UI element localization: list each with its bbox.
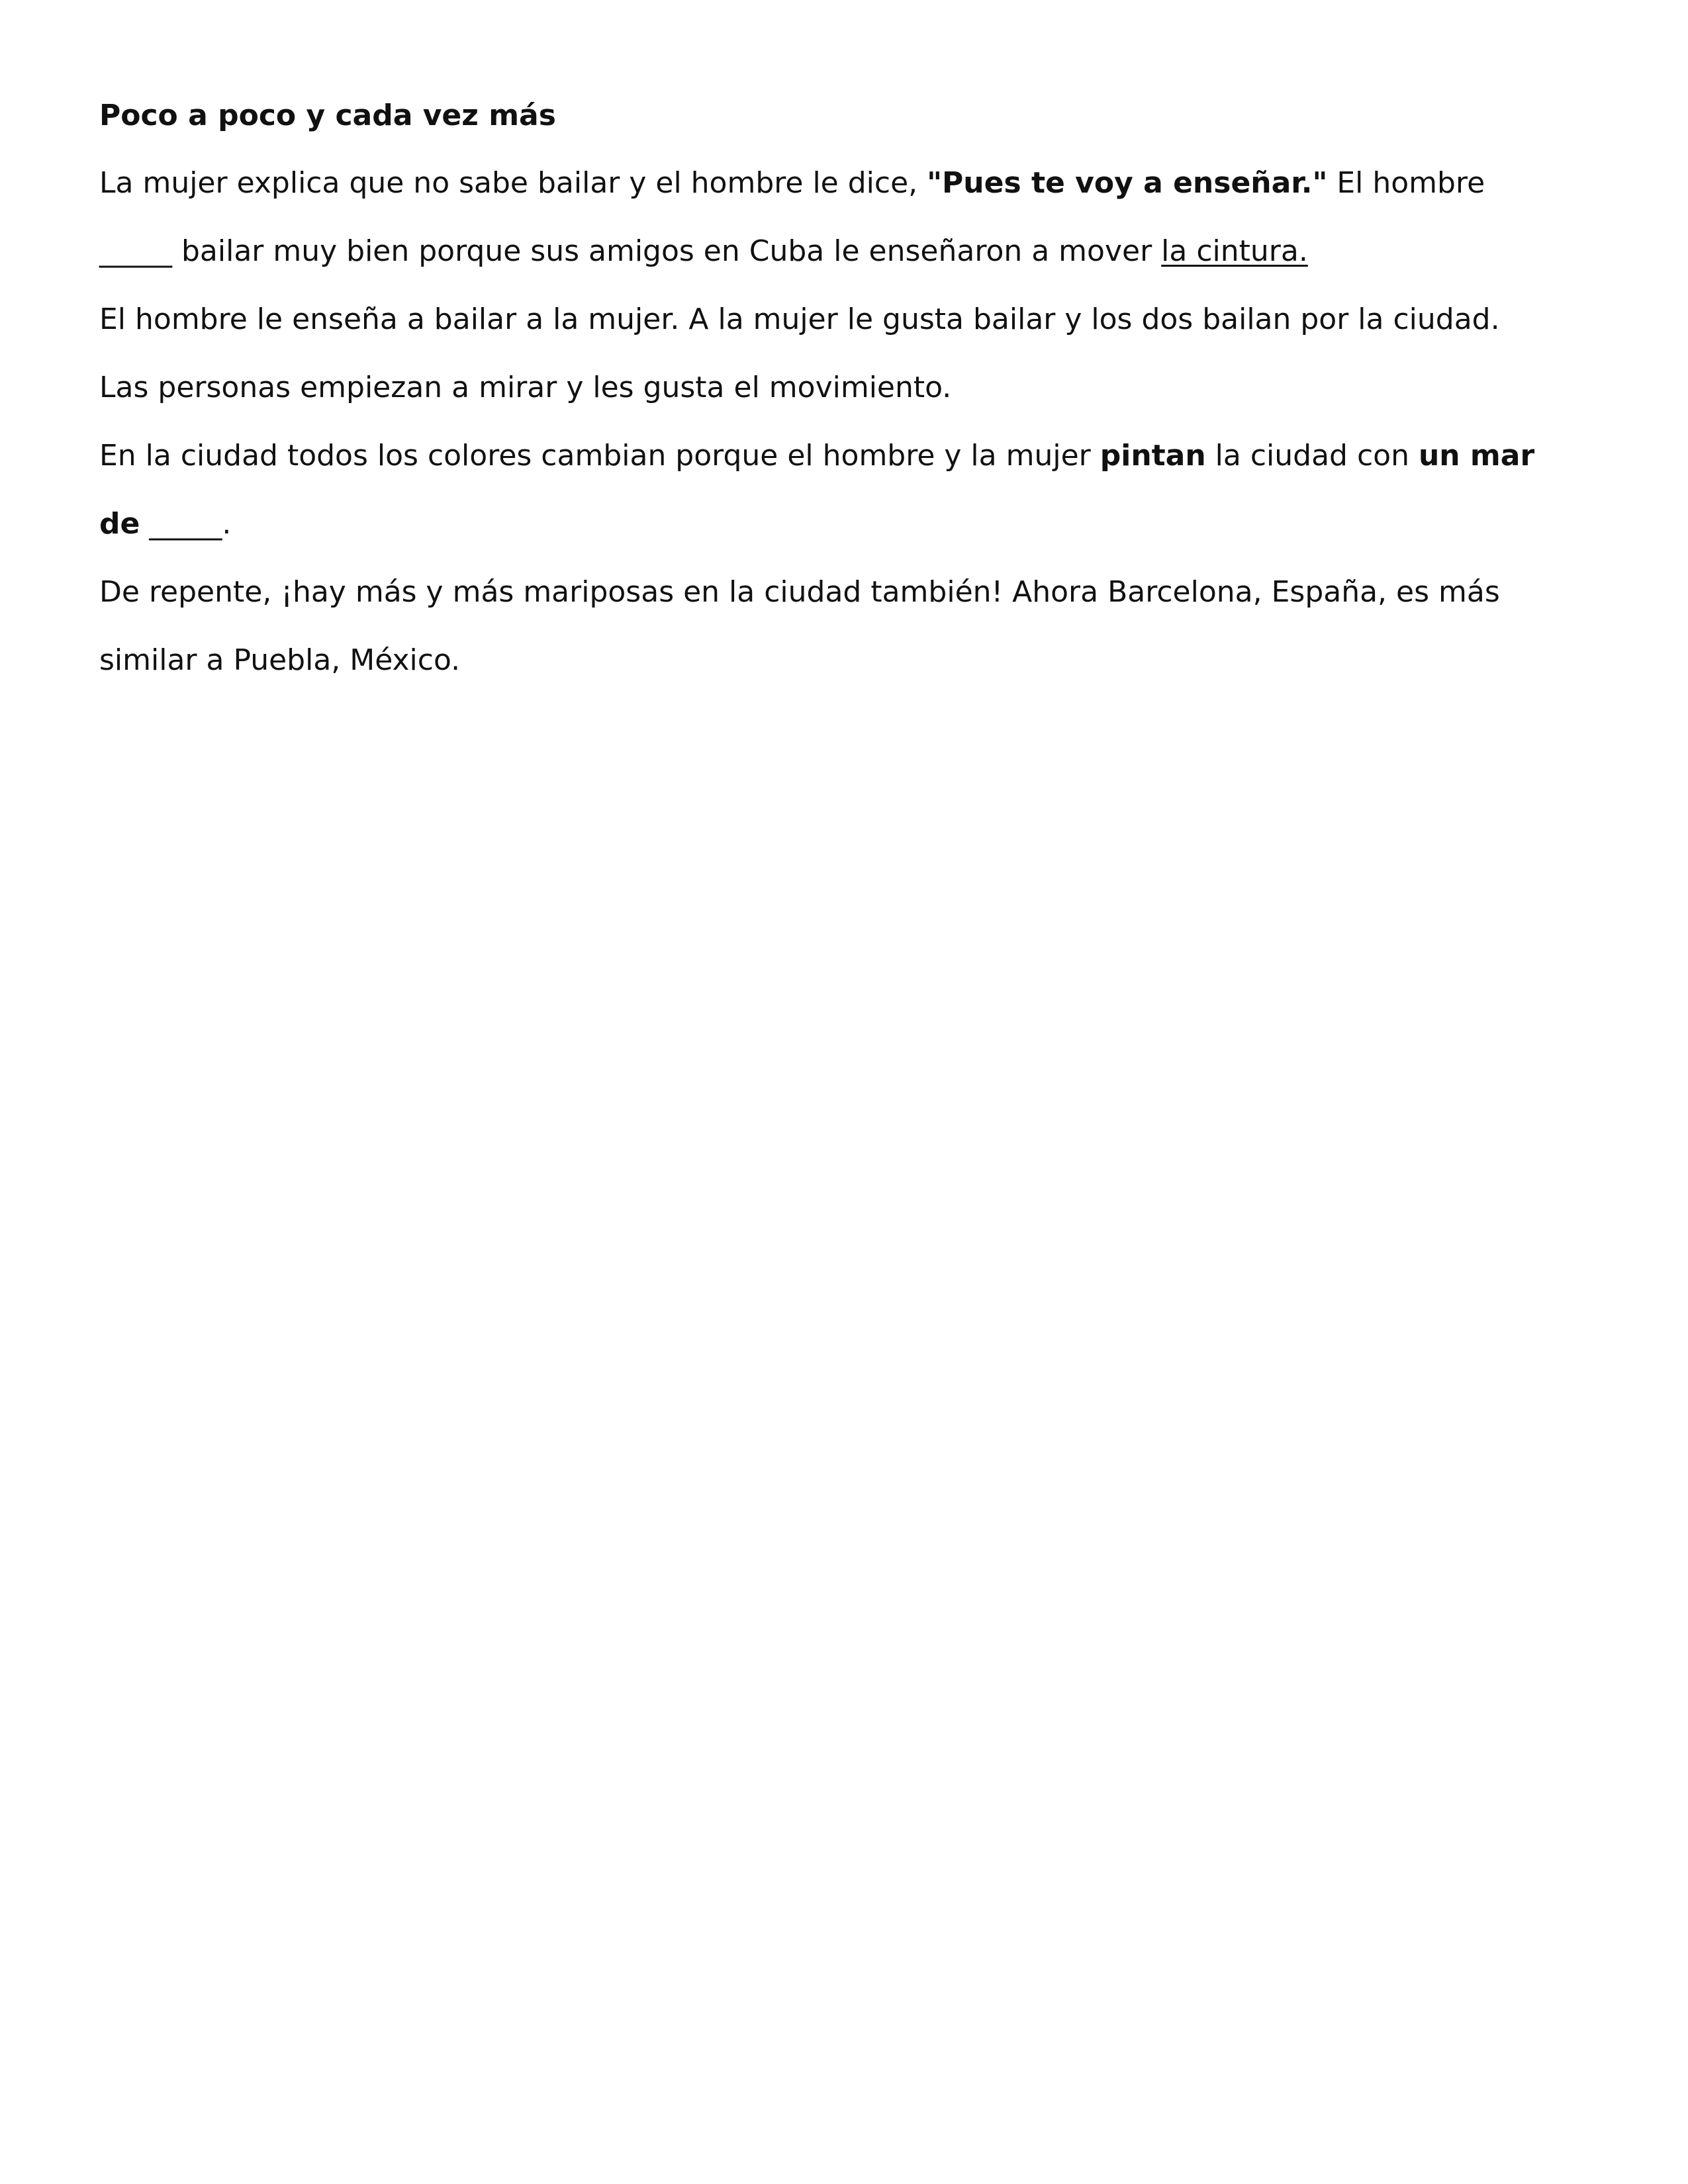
paragraph-line-2 [99,232,1589,271]
paragraph-line-5 [99,436,1589,476]
fill-in-blank: _____ [140,507,222,541]
bold-phrase-un-mar: un mar [1418,439,1535,473]
line-text: La mujer explica que no sabe bailar y el hombre le dice, [99,166,927,200]
document-title: Poco a poco y cada vez más [99,99,556,132]
bold-quote: "Pues te voy a enseñar." [927,166,1328,200]
underlined-phrase: la cintura. [1161,234,1308,268]
line-text: la ciudad con [1205,439,1419,473]
fill-in-blank: _____ [99,234,172,268]
paragraph-line-6 [99,504,1589,544]
document-page [99,96,1589,709]
line-text: bailar muy bien porque sus amigos en Cuba le enseñaron a mover [172,234,1162,268]
bold-word-pintan: pintan [1100,439,1206,473]
line-text: El hombre [1327,166,1485,200]
bold-word-de: de [99,507,140,541]
paragraph-line-8: similar a Puebla, México. [99,643,461,677]
paragraph-line-4: Las personas empiezan a mirar y les gusta el movimiento. [99,371,952,404]
paragraph-line-3: El hombre le enseña a bailar a la mujer. A la mujer le gusta bailar y los dos bailan por la ciudad. [99,302,1500,336]
line-text: . [222,507,232,541]
paragraph-line-1 [99,163,1589,203]
line-text: En la ciudad todos los colores cambian porque el hombre y la mujer [99,439,1100,473]
paragraph-line-7: De repente, ¡hay más y más mariposas en la ciudad también! Ahora Barcelona, España, es más [99,575,1500,609]
